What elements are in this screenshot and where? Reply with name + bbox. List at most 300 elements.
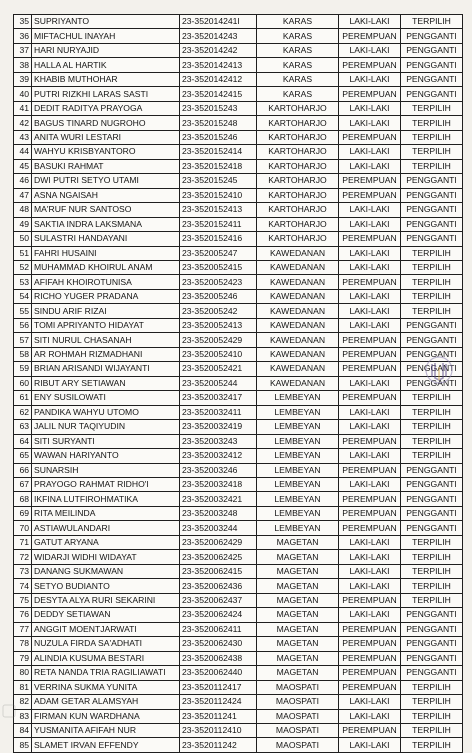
cell-candidate-name: MA'RUF NUR SANTOSO xyxy=(32,203,180,217)
cell-candidate-name: ANITA WURI LESTARI xyxy=(32,130,180,144)
cell-status: PENGGANTI xyxy=(401,521,463,535)
cell-row-number: 46 xyxy=(14,174,32,188)
cell-registration-id: 23-3520152411 xyxy=(180,217,257,231)
cell-kecamatan: KAWEDANAN xyxy=(257,246,339,260)
cell-gender: PEREMPUAN xyxy=(339,58,401,72)
cell-row-number: 41 xyxy=(14,101,32,115)
book-logo-watermark-icon xyxy=(424,355,454,385)
cell-row-number: 43 xyxy=(14,130,32,144)
cell-gender: PEREMPUAN xyxy=(339,275,401,289)
cell-gender: PEREMPUAN xyxy=(339,434,401,448)
cell-kecamatan: LEMBEYAN xyxy=(257,492,339,506)
table-row xyxy=(14,420,463,434)
cell-gender: LAKI-LAKI xyxy=(339,116,401,130)
table-row xyxy=(14,289,463,303)
table-row xyxy=(14,376,463,390)
cell-registration-id: 23-3520112410 xyxy=(180,723,257,737)
cell-gender: LAKI-LAKI xyxy=(339,260,401,274)
table-row xyxy=(14,723,463,737)
cell-status: TERPILIH xyxy=(401,695,463,709)
cell-kecamatan: MAOSPATI xyxy=(257,738,339,752)
cell-gender: PEREMPUAN xyxy=(339,637,401,651)
cell-registration-id: 23-3520152416 xyxy=(180,232,257,246)
table-row xyxy=(14,304,463,318)
cell-gender: PEREMPUAN xyxy=(339,87,401,101)
cell-kecamatan: LEMBEYAN xyxy=(257,420,339,434)
cell-gender: LAKI-LAKI xyxy=(339,246,401,260)
table-row xyxy=(14,43,463,57)
cell-registration-id: 23-352005244 xyxy=(180,376,257,390)
table-row xyxy=(14,101,463,115)
cell-gender: LAKI-LAKI xyxy=(339,72,401,86)
cell-candidate-name: RITA MEILINDA xyxy=(32,506,180,520)
cell-kecamatan: LEMBEYAN xyxy=(257,449,339,463)
cell-candidate-name: ASTIAWULANDARI xyxy=(32,521,180,535)
cell-status: PENGGANTI xyxy=(401,72,463,86)
cell-kecamatan: KARAS xyxy=(257,72,339,86)
cell-status: TERPILIH xyxy=(401,564,463,578)
cell-gender: LAKI-LAKI xyxy=(339,43,401,57)
table-row xyxy=(14,232,463,246)
table-row xyxy=(14,217,463,231)
cell-kecamatan: LEMBEYAN xyxy=(257,463,339,477)
cell-candidate-name: PRAYOGO RAHMAT RIDHO'I xyxy=(32,478,180,492)
cell-registration-id: 23-352015245 xyxy=(180,174,257,188)
cell-kecamatan: MAOSPATI xyxy=(257,695,339,709)
cell-row-number: 80 xyxy=(14,666,32,680)
cell-kecamatan: MAGETAN xyxy=(257,637,339,651)
table-row xyxy=(14,637,463,651)
cell-kecamatan: MAOSPATI xyxy=(257,709,339,723)
table-row xyxy=(14,174,463,188)
cell-candidate-name: NUZULA FIRDA SA'ADHATI xyxy=(32,637,180,651)
cell-kecamatan: KAWEDANAN xyxy=(257,347,339,361)
cell-status: TERPILIH xyxy=(401,260,463,274)
table-row xyxy=(14,535,463,549)
cell-row-number: 72 xyxy=(14,550,32,564)
cell-candidate-name: SUPRIYANTO xyxy=(32,15,180,29)
cell-status: PENGGANTI xyxy=(401,87,463,101)
cell-row-number: 60 xyxy=(14,376,32,390)
cell-row-number: 68 xyxy=(14,492,32,506)
cell-candidate-name: AR ROHMAH RIZMADHANI xyxy=(32,347,180,361)
cell-registration-id: 23-3520032412 xyxy=(180,449,257,463)
cell-registration-id: 23-3520152418 xyxy=(180,159,257,173)
table-row xyxy=(14,347,463,361)
cell-gender: PEREMPUAN xyxy=(339,506,401,520)
cell-kecamatan: LEMBEYAN xyxy=(257,478,339,492)
cell-row-number: 76 xyxy=(14,608,32,622)
cell-kecamatan: MAGETAN xyxy=(257,622,339,636)
cell-gender: LAKI-LAKI xyxy=(339,405,401,419)
cell-registration-id: 23-352015248 xyxy=(180,116,257,130)
cell-registration-id: 23-3520152413 xyxy=(180,203,257,217)
cell-gender: PEREMPUAN xyxy=(339,680,401,694)
cell-row-number: 54 xyxy=(14,289,32,303)
cell-status: TERPILIH xyxy=(401,130,463,144)
cell-gender: PEREMPUAN xyxy=(339,723,401,737)
cell-registration-id: 23-352003244 xyxy=(180,521,257,535)
cell-row-number: 38 xyxy=(14,58,32,72)
cell-registration-id: 23-3520062424 xyxy=(180,608,257,622)
cell-gender: PEREMPUAN xyxy=(339,666,401,680)
cell-kecamatan: MAGETAN xyxy=(257,535,339,549)
cell-kecamatan: KAWEDANAN xyxy=(257,376,339,390)
cell-registration-id: 23-3520052415 xyxy=(180,260,257,274)
table-row xyxy=(14,738,463,752)
cell-kecamatan: KAWEDANAN xyxy=(257,362,339,376)
cell-candidate-name: ANGGIT MOENTJARWATI xyxy=(32,622,180,636)
cell-row-number: 75 xyxy=(14,593,32,607)
cell-candidate-name: FIRMAN KUN WARDHANA xyxy=(32,709,180,723)
cell-registration-id: 23-352014241I xyxy=(180,15,257,29)
cell-registration-id: 23-3520032411 xyxy=(180,405,257,419)
cell-candidate-name: KHABIB MUTHOHAR xyxy=(32,72,180,86)
cell-gender: LAKI-LAKI xyxy=(339,217,401,231)
cell-status: PENGGANTI xyxy=(401,58,463,72)
cell-registration-id: 23-3520142413 xyxy=(180,58,257,72)
cell-row-number: 67 xyxy=(14,478,32,492)
cell-status: TERPILIH xyxy=(401,145,463,159)
cell-candidate-name: SETYO BUDIANTO xyxy=(32,579,180,593)
cell-status: PENGGANTI xyxy=(401,217,463,231)
cell-candidate-name: JALIL NUR TAQIYUDIN xyxy=(32,420,180,434)
cell-registration-id: 23-3520062437 xyxy=(180,593,257,607)
cell-row-number: 82 xyxy=(14,695,32,709)
cell-candidate-name: FAHRI HUSAINI xyxy=(32,246,180,260)
cell-status: TERPILIH xyxy=(401,275,463,289)
cell-gender: LAKI-LAKI xyxy=(339,101,401,115)
table-row xyxy=(14,145,463,159)
cell-row-number: 39 xyxy=(14,72,32,86)
cell-candidate-name: DESYTA ALYA RURI SEKARINI xyxy=(32,593,180,607)
cell-gender: LAKI-LAKI xyxy=(339,420,401,434)
cell-registration-id: 23-3520032418 xyxy=(180,478,257,492)
table-row xyxy=(14,246,463,260)
cell-candidate-name: ALINDIA KUSUMA BESTARI xyxy=(32,651,180,665)
cell-status: PENGGANTI xyxy=(401,188,463,202)
cell-gender: PEREMPUAN xyxy=(339,232,401,246)
table-row xyxy=(14,680,463,694)
cell-candidate-name: SUNARSIH xyxy=(32,463,180,477)
table-row xyxy=(14,608,463,622)
cell-candidate-name: SINDU ARIF RIZAI xyxy=(32,304,180,318)
cell-kecamatan: KARTOHARJO xyxy=(257,203,339,217)
cell-gender: LAKI-LAKI xyxy=(339,304,401,318)
cell-gender: LAKI-LAKI xyxy=(339,478,401,492)
cell-kecamatan: KARAS xyxy=(257,87,339,101)
cell-row-number: 51 xyxy=(14,246,32,260)
table-row xyxy=(14,318,463,332)
cell-registration-id: 23-352005247 xyxy=(180,246,257,260)
cell-kecamatan: LEMBEYAN xyxy=(257,506,339,520)
cell-candidate-name: BASUKI RAHMAT xyxy=(32,159,180,173)
cell-status: PENGGANTI xyxy=(401,608,463,622)
cell-gender: PEREMPUAN xyxy=(339,391,401,405)
cell-kecamatan: LEMBEYAN xyxy=(257,521,339,535)
cell-row-number: 61 xyxy=(14,391,32,405)
cell-row-number: 78 xyxy=(14,637,32,651)
table-row xyxy=(14,405,463,419)
table-row xyxy=(14,651,463,665)
table-row xyxy=(14,72,463,86)
cell-registration-id: 23-3520052421 xyxy=(180,362,257,376)
cell-candidate-name: VERRINA SUKMA YUNITA xyxy=(32,680,180,694)
cell-registration-id: 23-3520052410 xyxy=(180,347,257,361)
cell-gender: PEREMPUAN xyxy=(339,29,401,43)
cell-status: TERPILIH xyxy=(401,101,463,115)
cell-status: TERPILIH xyxy=(401,709,463,723)
cell-candidate-name: ENY SUSILOWATI xyxy=(32,391,180,405)
cell-gender: LAKI-LAKI xyxy=(339,535,401,549)
table-row xyxy=(14,58,463,72)
cell-registration-id: 23-352014242 xyxy=(180,43,257,57)
table-row xyxy=(14,478,463,492)
cell-registration-id: 23-3520062440 xyxy=(180,666,257,680)
cell-registration-id: 23-352011242 xyxy=(180,738,257,752)
cell-candidate-name: BRIAN ARISANDI WIJAYANTI xyxy=(32,362,180,376)
table-row xyxy=(14,521,463,535)
cell-row-number: 63 xyxy=(14,420,32,434)
cell-gender: LAKI-LAKI xyxy=(339,289,401,303)
cell-row-number: 53 xyxy=(14,275,32,289)
cell-kecamatan: KAWEDANAN xyxy=(257,289,339,303)
cell-row-number: 57 xyxy=(14,333,32,347)
cell-row-number: 47 xyxy=(14,188,32,202)
table-row xyxy=(14,130,463,144)
cell-registration-id: 23-3520032421 xyxy=(180,492,257,506)
cell-row-number: 69 xyxy=(14,506,32,520)
cell-row-number: 64 xyxy=(14,434,32,448)
cell-status: TERPILIH xyxy=(401,391,463,405)
table-row xyxy=(14,695,463,709)
cell-gender: PEREMPUAN xyxy=(339,174,401,188)
cell-gender: LAKI-LAKI xyxy=(339,550,401,564)
cell-registration-id: 23-3520062436 xyxy=(180,579,257,593)
cell-row-number: 42 xyxy=(14,116,32,130)
cell-registration-id: 23-3520062415 xyxy=(180,564,257,578)
cell-status: PENGGANTI xyxy=(401,333,463,347)
table-row xyxy=(14,550,463,564)
table-row xyxy=(14,492,463,506)
cell-gender: PEREMPUAN xyxy=(339,333,401,347)
cell-kecamatan: MAGETAN xyxy=(257,579,339,593)
cell-candidate-name: PUTRI RIZKHI LARAS SASTI xyxy=(32,87,180,101)
table-row xyxy=(14,579,463,593)
cell-kecamatan: KARTOHARJO xyxy=(257,101,339,115)
cell-row-number: 77 xyxy=(14,622,32,636)
cell-status: TERPILIH xyxy=(401,405,463,419)
cell-candidate-name: DANANG SUKMAWAN xyxy=(32,564,180,578)
cell-registration-id: 23-3520032419 xyxy=(180,420,257,434)
cell-gender: PEREMPUAN xyxy=(339,492,401,506)
cell-registration-id: 23-3520062429 xyxy=(180,535,257,549)
cell-kecamatan: KARTOHARJO xyxy=(257,174,339,188)
cell-status: PENGGANTI xyxy=(401,318,463,332)
cell-candidate-name: HARI NURYAJID xyxy=(32,43,180,57)
table-row xyxy=(14,391,463,405)
cell-gender: LAKI-LAKI xyxy=(339,203,401,217)
cell-candidate-name: SITI SURYANTI xyxy=(32,434,180,448)
cell-registration-id: 23-3520112424 xyxy=(180,695,257,709)
cell-registration-id: 23-3520142412 xyxy=(180,72,257,86)
cell-registration-id: 23-3520152414 xyxy=(180,145,257,159)
table-row xyxy=(14,463,463,477)
cell-row-number: 83 xyxy=(14,709,32,723)
cell-candidate-name: DWI PUTRI SETYO UTAMI xyxy=(32,174,180,188)
cell-gender: PEREMPUAN xyxy=(339,521,401,535)
cell-gender: PEREMPUAN xyxy=(339,347,401,361)
cell-status: PENGGANTI xyxy=(401,637,463,651)
cell-status: PENGGANTI xyxy=(401,362,463,376)
cell-status: TERPILIH xyxy=(401,246,463,260)
cell-status: TERPILIH xyxy=(401,15,463,29)
cell-candidate-name: SITI NURUL CHASANAH xyxy=(32,333,180,347)
table-row xyxy=(14,506,463,520)
cell-candidate-name: SULASTRI HANDAYANI xyxy=(32,232,180,246)
cell-row-number: 81 xyxy=(14,680,32,694)
cell-status: TERPILIH xyxy=(401,449,463,463)
table-row xyxy=(14,622,463,636)
cell-gender: PEREMPUAN xyxy=(339,463,401,477)
cell-gender: LAKI-LAKI xyxy=(339,145,401,159)
cell-row-number: 36 xyxy=(14,29,32,43)
cell-candidate-name: ADAM GETAR ALAMSYAH xyxy=(32,695,180,709)
cell-status: TERPILIH xyxy=(401,579,463,593)
cell-kecamatan: KAWEDANAN xyxy=(257,304,339,318)
cell-gender: LAKI-LAKI xyxy=(339,608,401,622)
cell-status: TERPILIH xyxy=(401,116,463,130)
cell-registration-id: 23-352005242 xyxy=(180,304,257,318)
table-row xyxy=(14,29,463,43)
cell-gender: PEREMPUAN xyxy=(339,622,401,636)
table-row xyxy=(14,362,463,376)
cell-status: PENGGANTI xyxy=(401,376,463,390)
cell-status: TERPILIH xyxy=(401,159,463,173)
cell-kecamatan: KAWEDANAN xyxy=(257,333,339,347)
cell-kecamatan: MAGETAN xyxy=(257,564,339,578)
cell-status: TERPILIH xyxy=(401,593,463,607)
cell-kecamatan: MAGETAN xyxy=(257,666,339,680)
cell-registration-id: 23-3520062438 xyxy=(180,651,257,665)
cell-status: PENGGANTI xyxy=(401,43,463,57)
candidate-table xyxy=(13,14,463,753)
cell-kecamatan: MAOSPATI xyxy=(257,680,339,694)
page-corner-icon xyxy=(2,704,16,718)
cell-kecamatan: MAGETAN xyxy=(257,608,339,622)
table-row xyxy=(14,275,463,289)
cell-status: TERPILIH xyxy=(401,680,463,694)
cell-registration-id: 23-3520052429 xyxy=(180,333,257,347)
cell-kecamatan: MAOSPATI xyxy=(257,723,339,737)
cell-status: PENGGANTI xyxy=(401,506,463,520)
cell-status: TERPILIH xyxy=(401,289,463,303)
cell-registration-id: 23-3520052413 xyxy=(180,318,257,332)
cell-gender: LAKI-LAKI xyxy=(339,449,401,463)
cell-registration-id: 23-352015243 xyxy=(180,101,257,115)
cell-row-number: 65 xyxy=(14,449,32,463)
cell-registration-id: 23-352015246 xyxy=(180,130,257,144)
cell-kecamatan: KARTOHARJO xyxy=(257,159,339,173)
cell-kecamatan: MAGETAN xyxy=(257,593,339,607)
cell-status: PENGGANTI xyxy=(401,232,463,246)
cell-gender: LAKI-LAKI xyxy=(339,579,401,593)
cell-candidate-name: RICHO YUGER PRADANA xyxy=(32,289,180,303)
document-page xyxy=(13,14,462,753)
cell-registration-id: 23-3520152410 xyxy=(180,188,257,202)
table-row xyxy=(14,159,463,173)
cell-gender: LAKI-LAKI xyxy=(339,564,401,578)
cell-candidate-name: YUSMANITA AFIFAH NUR xyxy=(32,723,180,737)
cell-registration-id: 23-3520062425 xyxy=(180,550,257,564)
cell-row-number: 55 xyxy=(14,304,32,318)
cell-row-number: 45 xyxy=(14,159,32,173)
cell-gender: LAKI-LAKI xyxy=(339,376,401,390)
cell-candidate-name: TOMI APRIYANTO HIDAYAT xyxy=(32,318,180,332)
cell-candidate-name: SAKTIA INDRA LAKSMANA xyxy=(32,217,180,231)
cell-kecamatan: KAWEDANAN xyxy=(257,275,339,289)
table-row xyxy=(14,203,463,217)
cell-gender: PEREMPUAN xyxy=(339,651,401,665)
cell-gender: LAKI-LAKI xyxy=(339,318,401,332)
table-row xyxy=(14,188,463,202)
cell-candidate-name: IKFINA LUTFIROHMATIKA xyxy=(32,492,180,506)
cell-status: PENGGANTI xyxy=(401,651,463,665)
cell-status: TERPILIH xyxy=(401,723,463,737)
cell-row-number: 59 xyxy=(14,362,32,376)
cell-kecamatan: KARAS xyxy=(257,15,339,29)
cell-kecamatan: KARTOHARJO xyxy=(257,116,339,130)
cell-candidate-name: DEDIT RADITYA PRAYOGA xyxy=(32,101,180,115)
cell-kecamatan: MAGETAN xyxy=(257,651,339,665)
cell-status: PENGGANTI xyxy=(401,174,463,188)
cell-row-number: 73 xyxy=(14,564,32,578)
cell-kecamatan: KARTOHARJO xyxy=(257,217,339,231)
cell-kecamatan: KAWEDANAN xyxy=(257,260,339,274)
cell-kecamatan: LEMBEYAN xyxy=(257,434,339,448)
cell-kecamatan: KARTOHARJO xyxy=(257,145,339,159)
cell-candidate-name: ASNA NGAISAH xyxy=(32,188,180,202)
cell-registration-id: 23-352003248 xyxy=(180,506,257,520)
cell-status: PENGGANTI xyxy=(401,492,463,506)
cell-registration-id: 23-3520062411 xyxy=(180,622,257,636)
cell-row-number: 44 xyxy=(14,145,32,159)
table-row xyxy=(14,709,463,723)
cell-candidate-name: WAWAN HARIYANTO xyxy=(32,449,180,463)
cell-status: PENGGANTI xyxy=(401,463,463,477)
table-row xyxy=(14,434,463,448)
cell-registration-id: 23-352011241 xyxy=(180,709,257,723)
cell-status: PENGGANTI xyxy=(401,622,463,636)
cell-gender: PEREMPUAN xyxy=(339,593,401,607)
cell-gender: PEREMPUAN xyxy=(339,188,401,202)
cell-gender: LAKI-LAKI xyxy=(339,159,401,173)
cell-gender: LAKI-LAKI xyxy=(339,738,401,752)
cell-row-number: 49 xyxy=(14,217,32,231)
cell-kecamatan: LEMBEYAN xyxy=(257,391,339,405)
cell-candidate-name: BAGUS TINARD NUGROHO xyxy=(32,116,180,130)
cell-row-number: 50 xyxy=(14,232,32,246)
table-row xyxy=(14,15,463,29)
cell-status: PENGGANTI xyxy=(401,478,463,492)
table-body xyxy=(14,15,463,753)
cell-row-number: 84 xyxy=(14,723,32,737)
cell-row-number: 66 xyxy=(14,463,32,477)
cell-gender: PEREMPUAN xyxy=(339,362,401,376)
cell-status: TERPILIH xyxy=(401,304,463,318)
cell-row-number: 58 xyxy=(14,347,32,361)
table-row xyxy=(14,333,463,347)
